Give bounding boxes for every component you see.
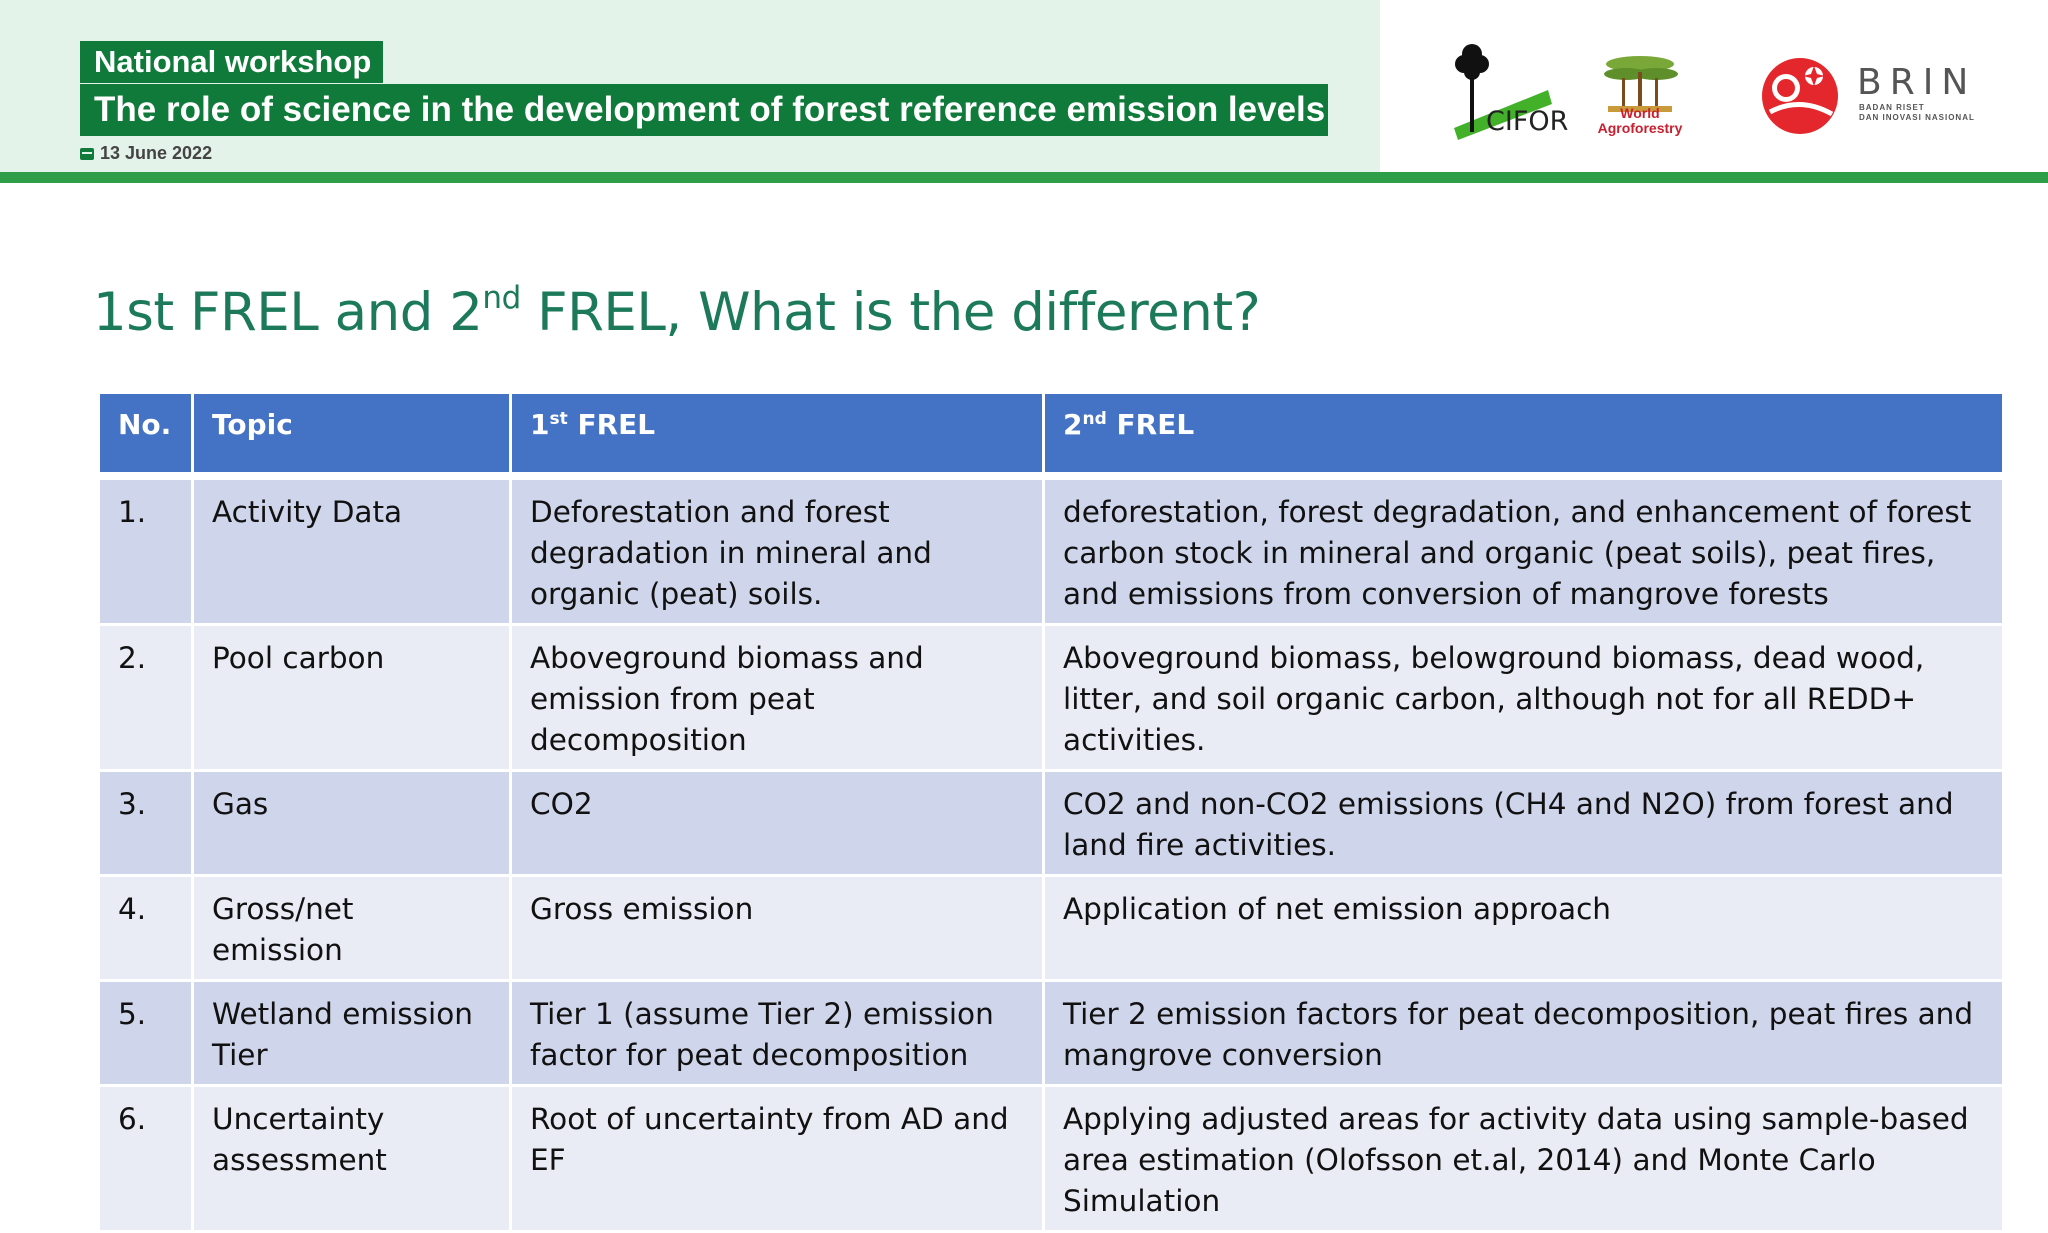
event-date [80,143,212,164]
table-row [99,876,2004,981]
brin-logo-text: BRIN [1857,62,1977,103]
event-date-text: 13 June 2022 [100,143,213,163]
cell-no: 2. [99,625,193,771]
cell-topic: Gross/net emission [193,876,511,981]
brin-logo-subtitle: BADAN RISET DAN INOVASI NASIONAL [1859,103,1975,122]
cell-no: 3. [99,771,193,876]
cell-frel1: Deforestation and forest degradation in mineral and organic (peat) soils. [511,476,1044,625]
calendar-icon [80,148,94,160]
table-row [99,625,2004,771]
table-header-row [99,393,2004,477]
cell-no: 1. [99,476,193,625]
cell-no: 4. [99,876,193,981]
cell-topic: Gas [193,771,511,876]
frel-comparison-table [97,391,2005,1233]
cifor-logo-text: CIFOR [1486,106,1569,137]
brin-logo-icon [1756,52,1846,136]
header-frel1: 1st FREL [511,393,1044,477]
world-agroforestry-logo-text: World Agroforestry [1597,105,1683,136]
cell-frel2: Aboveground biomass, belowground biomass, dead wood, litter, and soil organic carbon, although not for all REDD+ activities. [1044,625,2004,771]
header-divider [0,172,2048,183]
table-row [99,476,2004,625]
cell-frel1: CO2 [511,771,1044,876]
header-frel2: 2nd FREL [1044,393,2004,477]
cell-frel1: Tier 1 (assume Tier 2) emission factor for peat decomposition [511,981,1044,1086]
cell-frel1: Gross emission [511,876,1044,981]
cell-frel2: deforestation, forest degradation, and enhancement of forest carbon stock in mineral and organic (peat soils), peat fires, and emissions from conversion of mangrove forests [1044,476,2004,625]
cell-frel2: Application of net emission approach [1044,876,2004,981]
cell-topic: Activity Data [193,476,511,625]
cell-topic: Wetland emission Tier [193,981,511,1086]
table-row [99,1086,2004,1232]
slide-title: 1st FREL and 2nd FREL, What is the different? [93,280,1261,343]
cell-no: 5. [99,981,193,1086]
header-topic: Topic [193,393,511,477]
event-title: The role of science in the development of forest reference emission levels [80,84,1328,136]
event-label: National workshop [80,41,383,83]
table-row [99,981,2004,1086]
table-row [99,771,2004,876]
cell-frel1: Aboveground biomass and emission from peat decomposition [511,625,1044,771]
cell-topic: Uncertainty assessment [193,1086,511,1232]
cell-frel2: CO2 and non-CO2 emissions (CH4 and N2O) from forest and land fire activities. [1044,771,2004,876]
header-no: No. [99,393,193,477]
cell-frel1: Root of uncertainty from AD and EF [511,1086,1044,1232]
cell-frel2: Tier 2 emission factors for peat decomposition, peat fires and mangrove conversion [1044,981,2004,1086]
cell-frel2: Applying adjusted areas for activity data using sample-based area estimation (Olofsson et.al, 2014) and Monte Carlo Simulation [1044,1086,2004,1232]
cell-no: 6. [99,1086,193,1232]
cell-topic: Pool carbon [193,625,511,771]
